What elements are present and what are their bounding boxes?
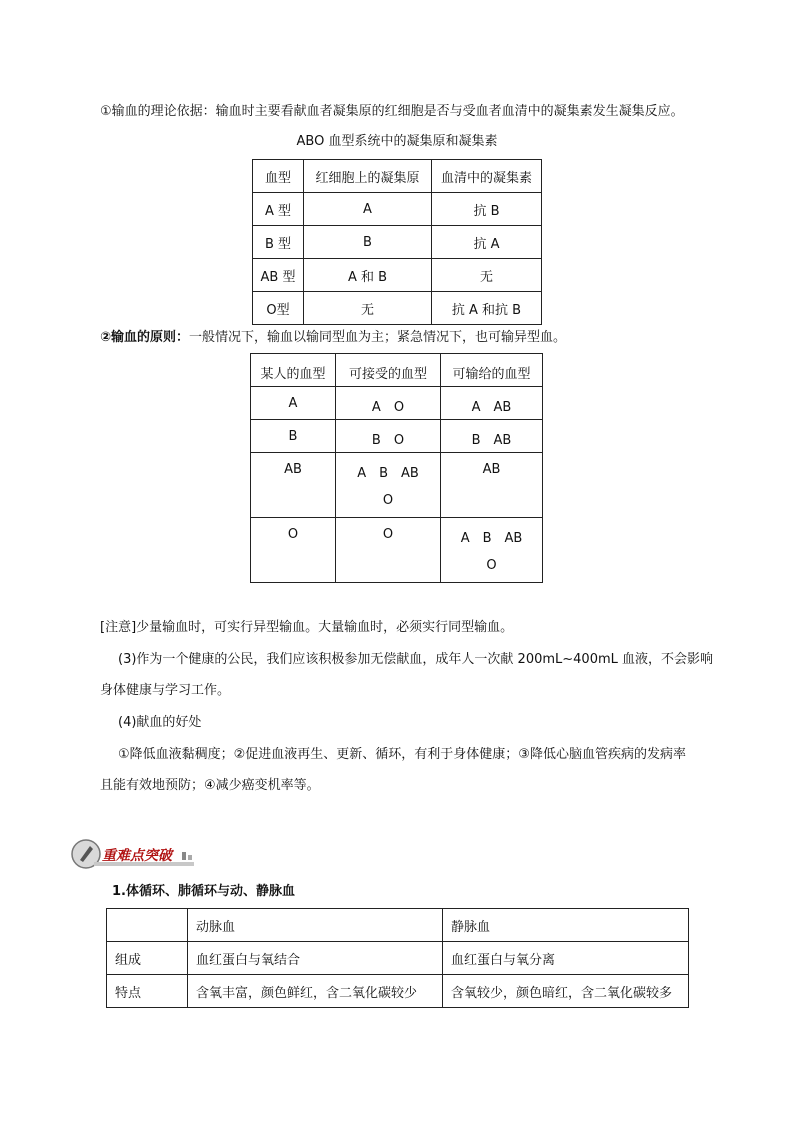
table-row [251, 453, 543, 518]
table-cell: 无 [304, 292, 432, 325]
abo-table [252, 159, 542, 325]
blood-comparison-table [106, 908, 689, 1008]
table-cell: A O [336, 387, 441, 420]
table-row [107, 942, 689, 975]
table-cell: B AB [441, 420, 543, 453]
table-cell: 血红蛋白与氧结合 [188, 942, 443, 975]
table-header: 动脉血 [188, 909, 443, 942]
cell-line: A B AB [460, 531, 523, 546]
table-row [251, 420, 543, 453]
table-row [251, 354, 543, 387]
table-cell [336, 453, 441, 518]
donation-paragraph-line1: (3)作为一个健康的公民，我们应该积极参加无偿献血，成年人一次献 200mL~400mL 血液，不会影响 [118, 652, 714, 667]
table-cell: B [251, 420, 336, 453]
table-row [253, 226, 542, 259]
table-cell: 特点 [107, 975, 188, 1008]
table-cell: 抗 A 和抗 B [432, 292, 542, 325]
table-row [107, 909, 689, 942]
rule-text: 一般情况下，输血以输同型血为主；紧急情况下，也可输异型血。 [189, 330, 567, 345]
badge-label: 重难点突破 [102, 848, 172, 864]
transfusion-rule-paragraph [100, 323, 725, 353]
table-cell: 血红蛋白与氧分离 [443, 942, 689, 975]
table-cell: O [336, 518, 441, 583]
table-header: 静脉血 [443, 909, 689, 942]
table-row [253, 292, 542, 325]
table-header: 血清中的凝集素 [432, 160, 542, 193]
table-header: 可接受的血型 [336, 354, 441, 387]
table-cell: A AB [441, 387, 543, 420]
table-cell: 抗 B [432, 193, 542, 226]
donation-paragraph-line2: 身体健康与学习工作。 [100, 683, 231, 698]
table-cell: A 和 B [304, 259, 432, 292]
table-header: 某人的血型 [251, 354, 336, 387]
table-cell: B O [336, 420, 441, 453]
table-header: 血型 [253, 160, 304, 193]
table-header [107, 909, 188, 942]
table-cell: 含氧较少，颜色暗红，含二氧化碳较多 [443, 975, 689, 1008]
table-row [251, 387, 543, 420]
table-cell: B [304, 226, 432, 259]
table-header: 可输给的血型 [441, 354, 543, 387]
table-cell: 抗 A [432, 226, 542, 259]
table1-title: ABO 血型系统中的凝集原和凝集素 [296, 134, 498, 149]
table-cell: AB 型 [253, 259, 304, 292]
rule-label: ②输血的原则： [100, 330, 190, 345]
table-cell: AB [441, 453, 543, 518]
table-cell: O [251, 518, 336, 583]
table-row [251, 518, 543, 583]
table-row [253, 259, 542, 292]
table-cell: B 型 [253, 226, 304, 259]
compatibility-table [250, 353, 543, 583]
table-row [107, 975, 689, 1008]
key-points-badge [70, 838, 200, 870]
table-cell: O型 [253, 292, 304, 325]
section-heading: 1.体循环、肺循环与动、静脉血 [112, 884, 295, 899]
table-cell: A [304, 193, 432, 226]
table-cell: 含氧丰富，颜色鲜红，含二氧化碳较少 [188, 975, 443, 1008]
benefits-line1: ①降低血液黏稠度；②促进血液再生、更新、循环，有利于身体健康；③降低心脑血管疾病的发病率 [118, 747, 686, 762]
table-cell: 无 [432, 259, 542, 292]
table-cell: A [251, 387, 336, 420]
table-row [253, 160, 542, 193]
table-header: 红细胞上的凝集原 [304, 160, 432, 193]
benefits-line2: 且能有效地预防；④减少癌变机率等。 [100, 778, 320, 793]
table-cell: AB [251, 453, 336, 518]
table-cell: A 型 [253, 193, 304, 226]
table-row [253, 193, 542, 226]
principle-paragraph: ①输血的理论依据：输血时主要看献血者凝集原的红细胞是否与受血者血清中的凝集素发生凝集反应。 [100, 104, 684, 119]
cell-line: A B AB [357, 466, 419, 481]
note-paragraph: [注意]少量输血时，可实行异型输血。大量输血时，必须实行同型输血。 [100, 620, 514, 635]
table-cell: 组成 [107, 942, 188, 975]
table-cell [441, 518, 543, 583]
cell-line: O [382, 493, 394, 508]
cell-line: O [486, 558, 497, 573]
benefits-heading: (4)献血的好处 [118, 715, 202, 730]
